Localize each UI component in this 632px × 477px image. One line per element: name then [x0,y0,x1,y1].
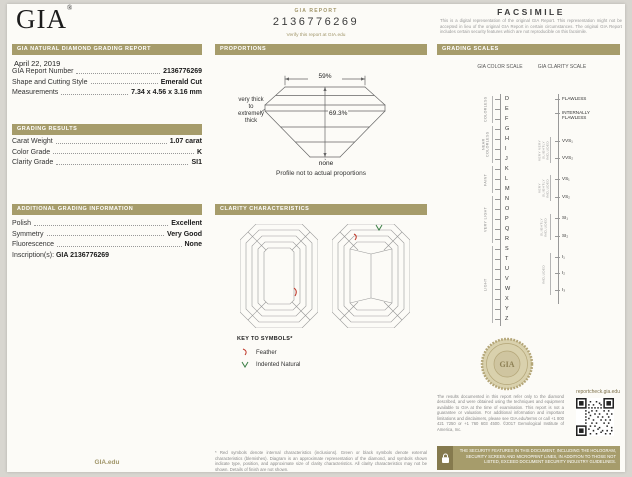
pavilion-view-diagram [332,224,410,328]
feather-symbol-icon [239,348,251,357]
color-group-label: NEAR COLORLESS [479,126,493,163]
table-percentage: 59% [308,73,342,80]
clarity-grade: VS₁ [562,176,612,181]
color-group-label: LIGHT [479,246,493,323]
color-grade: S [505,246,509,252]
row-label: Measurements [12,89,59,96]
color-grade: D [505,96,509,102]
table-row [12,149,202,156]
leader-dots [56,164,188,165]
table-row [12,138,202,145]
symbol-label: Feather [256,349,277,356]
gia-logo-text: GIA [16,4,67,34]
grading-results-rows [12,138,202,170]
color-grade: V [505,276,509,282]
row-label: Fluorescence [12,241,55,248]
gia-logo [16,4,72,35]
table-row [12,220,202,227]
row-label: GIA Report Number [12,68,74,75]
table-row [12,241,202,248]
crown-view-diagram [240,224,318,328]
security-note: THE SECURITY FEATURES IN THIS DOCUMENT, INCLUDING THE HOLOGRAM, SECURITY SCREEN AND MICROPRINT LINES, IN ADDITION TO THOSE NOT LISTED, EXCEED DOCUMENT SECURITY INDUSTRY GUIDELINES. [453,446,620,470]
key-row-indented-natural [239,360,300,369]
report-number: 2136776269 [272,16,360,28]
row-label: Carat Weight [12,138,53,145]
row-value: None [184,241,202,248]
row-value: SI1 [191,159,202,166]
table-row [12,231,202,238]
color-grade: Q [505,226,510,232]
clarity-grade: INTERNALLY FLAWLESS [562,110,612,121]
color-grade: K [505,166,509,172]
row-label: Color Grade [12,148,51,156]
section-grading-results-title: GRADING RESULTS [12,124,202,135]
color-grade: O [505,206,510,212]
row-value: 1.07 carat [169,138,202,145]
svg-text:GIA: GIA [499,360,515,369]
clarity-grade: VS₂ [562,194,612,199]
lock-icon [437,446,453,470]
feather-mark [354,234,356,240]
leader-dots [56,143,167,144]
facsimile-title: FACSIMILE [497,7,565,17]
proportions-note: Profile not to actual proportions [276,170,366,177]
color-grade: H [505,136,509,142]
color-grade: I [505,146,507,152]
color-grade: R [505,236,509,242]
color-group-label: COLORLESS [479,96,493,123]
color-grade: T [505,256,509,262]
color-grade: U [505,266,509,272]
clarity-grade: SI₂ [562,233,612,238]
section-report-info-title: GIA NATURAL DIAMOND GRADING REPORT [12,44,202,55]
total-depth-percentage: 69.3% [329,110,348,117]
legal-text: The results documented in this report refer only to the diamond described, and were obtained using the techniques and equipment available to GIA at the time of examination. This report is not a guarantee or valuation. For additional information and important limitations and disclaimers, please see GIA.edu/terms or call +1 800 421 7250 or +1 760 603 4500. ©2017 Gemological Institute of America, Inc. [437,394,564,432]
clarity-group-label: VERY SLIGHTLY INCLUDED [537,175,551,201]
color-scale-line [500,94,501,326]
leader-dots [47,235,164,236]
clarity-grade: I₃ [562,287,612,292]
clarity-grade: VVS₂ [562,155,612,160]
culet-description: none [311,160,341,167]
color-grade: F [505,116,509,122]
facsimile-body: This is a digital representation of the original GIA Report. This representation might not be accepted in lieu of the original GIA Report in certain circumstances. The original GIA Report includes certain security features which are not reproducible on this facsimile. [440,18,622,35]
color-grade: J [505,156,508,162]
clarity-group-label: SLIGHTLY INCLUDED [537,214,551,240]
row-value: K [196,148,202,156]
feather-mark [294,288,296,296]
row-value: Very Good [166,230,202,238]
color-grade: W [505,286,511,292]
verify-link[interactable]: Verify this report at GIA.edu [286,33,346,38]
leader-dots [57,246,181,247]
section-proportions-title: PROPORTIONS [215,44,427,55]
clarity-group-label: INCLUDED [537,253,551,295]
report-label: GIA REPORT [294,8,338,14]
clarity-grade: SI₁ [562,215,612,220]
color-grade: G [505,126,510,132]
table-row [12,79,202,86]
key-to-symbols-title: KEY TO SYMBOLS* [237,336,293,342]
clarity-grade: I₂ [562,270,612,275]
gia-edu-link[interactable]: GIA.edu [94,459,120,466]
table-row [12,68,202,75]
row-label: Clarity Grade [12,159,54,166]
symbol-label: Indented Natural [256,361,301,368]
color-grade: X [505,296,509,302]
clarity-footnote: * Red symbols denote internal characteristics (inclusions). Green or black symbols denote external characteristics (blemishes). Diagram is an approximate representation of the diamond, and symbols shown indicate type, position, and approximate size of clarity characteristics. All clarity characteristics may not be shown. Details of finish are not shown. [215,450,427,472]
qr-code [576,398,614,436]
inscription-label: Inscription(s): [12,251,55,259]
gia-seal [479,336,535,392]
reportcheck-link[interactable]: reportcheck.gia.edu [576,389,620,395]
color-grade: Z [505,316,509,322]
clarity-grade: FLAWLESS [562,96,612,101]
section-additional-info-title: ADDITIONAL GRADING INFORMATION [12,204,202,215]
row-label: Symmetry [12,230,44,238]
row-value: 2136776269 [163,68,202,75]
indented-natural-mark [376,225,382,230]
row-label: Shape and Cutting Style [12,78,88,86]
leader-dots [61,94,128,95]
registered-mark: ® [67,4,73,12]
table-row [12,89,202,96]
girdle-description: very thick to extremely thick [237,97,264,125]
color-grade: P [505,216,509,222]
color-group-label: FAINT [479,166,493,193]
leader-dots [53,153,194,154]
row-value: 7.34 x 4.56 x 3.16 mm [131,89,202,96]
key-row-feather [239,348,277,357]
color-grade: L [505,176,509,182]
leader-dots [76,73,160,74]
clarity-group-label: VERY VERY SLIGHTLY INCLUDED [537,137,551,163]
row-label: Polish [12,220,32,227]
indented-natural-symbol-icon [239,360,251,369]
color-group-label: VERY LIGHT [479,196,493,243]
color-grade: E [505,106,509,112]
report-info-rows [12,68,202,100]
color-scale-header: GIA COLOR SCALE [477,64,523,70]
clarity-grade: I₁ [562,254,612,259]
section-grading-scales-title: GRADING SCALES [437,44,620,55]
row-value: Emerald Cut [160,78,202,86]
inscription-value: GIA 2136776269 [55,251,110,259]
clarity-grade: VVS₁ [562,138,612,143]
color-grade: N [505,196,509,202]
table-row [12,159,202,166]
clarity-scale-header: GIA CLARITY SCALE [537,64,587,70]
leader-dots [34,225,168,226]
report-date: April 22, 2019 [14,59,61,68]
report-number-block [226,8,406,38]
row-value: Excellent [171,220,202,227]
color-grade: M [505,186,510,192]
section-clarity-title: CLARITY CHARACTERISTICS [215,204,427,215]
color-grade: Y [505,306,509,312]
color-scale-ticks [495,99,500,329]
inscription-row [12,252,202,259]
additional-info-rows [12,220,202,259]
leader-dots [91,83,158,84]
